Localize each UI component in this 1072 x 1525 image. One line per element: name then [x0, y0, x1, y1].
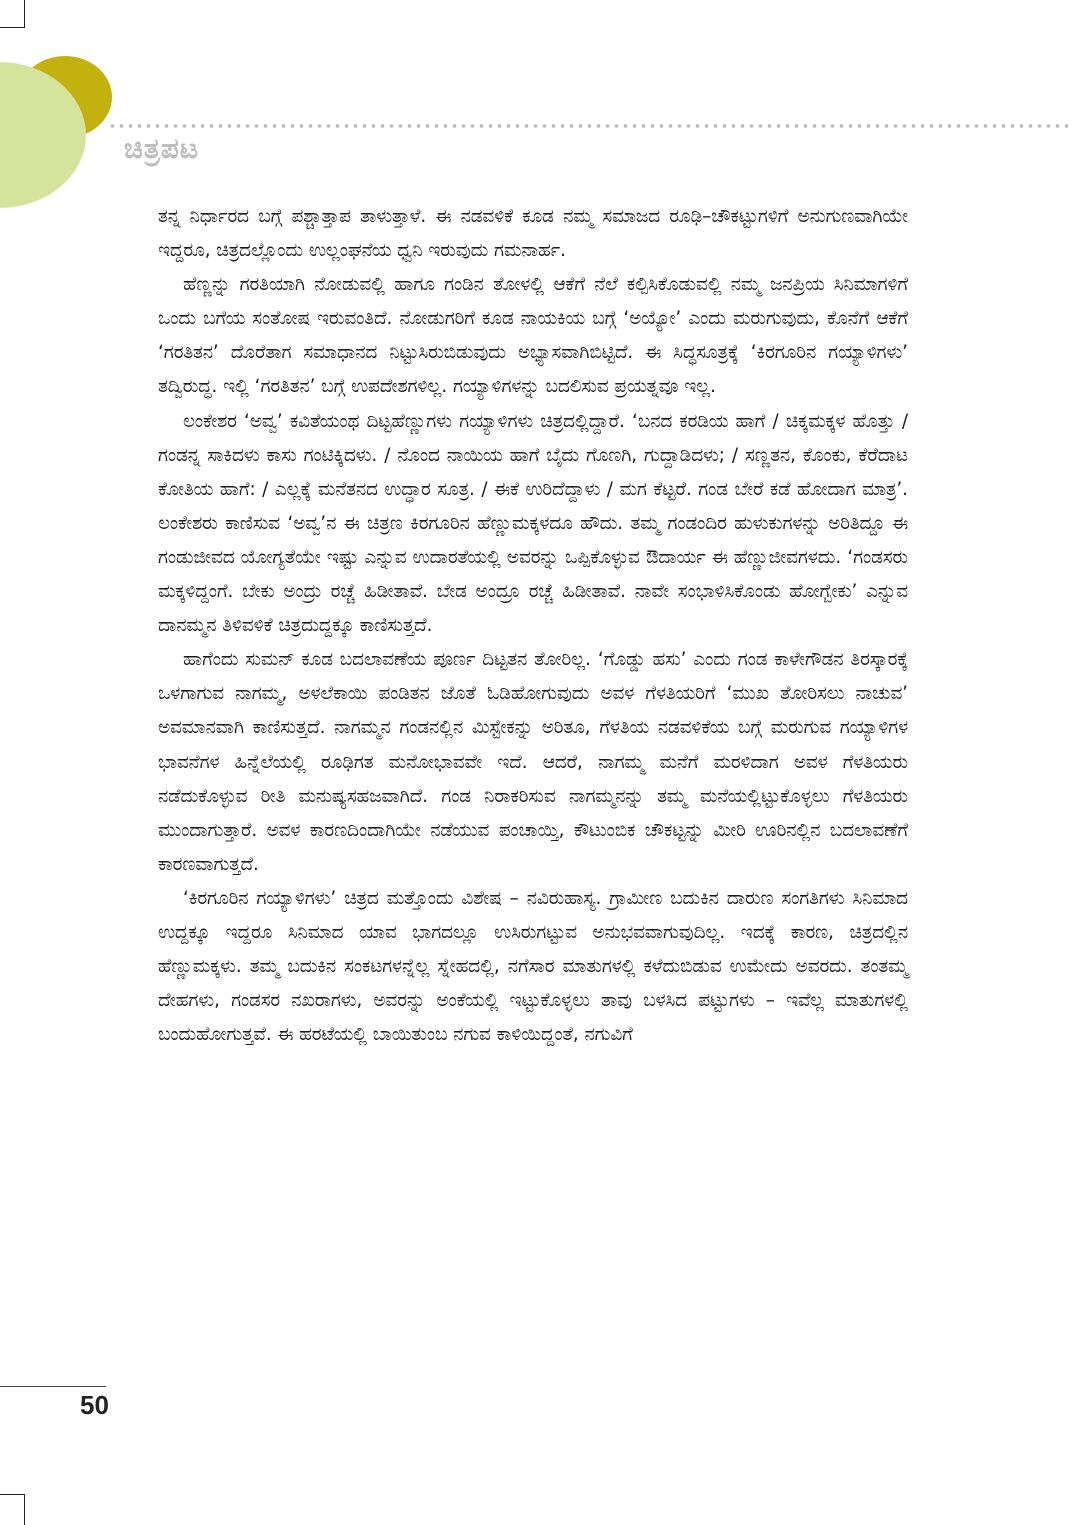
crop-mark-top-vertical [24, 0, 25, 28]
paragraph: ಹಾಗೆಂದು ಸುಮನ್ ಕೂಡ ಬದಲಾವಣೆಯ ಪೂರ್ಣ ದಿಟ್ಟತನ ತೋರಿಲ್ಲ. ‘ಗೊಡ್ಡು ಹಸು’ ಎಂದು ಗಂಡ ಕಾಳೇಗೌಡನ ತಿರಸ್ಕಾರಕ್ಕೆ ಒಳಗಾಗುವ ನಾಗಮ್ಮ, ಅಳಲೆಕಾಯಿ ಪಂಡಿತನ ಜೊತೆ ಓಡಿಹೋಗುವುದು ಅವಳ ಗೆಳತಿಯರಿಗೆ ‘ಮುಖ ತೋರಿಸಲು ನಾಚುವ’ ಅವಮಾನವಾಗಿ ಕಾಣಿಸುತ್ತದೆ. ನಾಗಮ್ಮನ ಗಂಡನಲ್ಲಿನ ಮಿಸ್ಟೇಕನ್ನು ಅರಿತೂ, ಗೆಳತಿಯ ನಡವಳಿಕೆಯ ಬಗ್ಗೆ ಮರುಗುವ ಗಯ್ಯಾಳಿಗಳ ಭಾವನೆಗಳ ಹಿನ್ನೆಲೆಯಲ್ಲಿ ರೂಢಿಗತ ಮನೋಭಾವವೇ ಇದೆ. ಆದರೆ, ನಾಗಮ್ಮ ಮನೆಗೆ ಮರಳಿದಾಗ ಅವಳ ಗೆಳತಿಯರು ನಡೆದುಕೊಳ್ಳುವ ರೀತಿ ಮನುಷ್ಯಸಹಜವಾಗಿದೆ. ಗಂಡ ನಿರಾಕರಿಸುವ ನಾಗಮ್ಮನನ್ನು ತಮ್ಮ ಮನೆಯಲ್ಲಿಟ್ಟುಕೊಳ್ಳಲು ಗೆಳತಿಯರು ಮುಂದಾಗುತ್ತಾರೆ. ಅವಳ ಕಾರಣದಿಂದಾಗಿಯೇ ನಡೆಯುವ ಪಂಚಾಯ್ತಿ, ಕೌಟುಂಬಿಕ ಚೌಕಟ್ಟನ್ನು ಮೀರಿ ಊರಿನಲ್ಲಿನ ಬದಲಾವಣೆಗೆ ಕಾರಣವಾಗುತ್ತದೆ. [158, 649, 908, 875]
page-number: 50 [80, 1390, 109, 1420]
dotted-rule [108, 123, 1072, 129]
article-body [158, 200, 908, 1052]
section-title: ಚಿತ್ರಪಟ [124, 132, 200, 165]
crop-mark-top-horizontal [0, 27, 25, 28]
crop-mark-bottom-horizontal [0, 1494, 25, 1495]
paragraph: ಹೆಣ್ಣನ್ನು ಗರತಿಯಾಗಿ ನೋಡುವಲ್ಲಿ ಹಾಗೂ ಗಂಡಿನ ತೋಳಲ್ಲಿ ಆಕೆಗೆ ನೆಲೆ ಕಲ್ಪಿಸಿಕೊಡುವಲ್ಲಿ ನಮ್ಮ ಜನಪ್ರಿಯ ಸಿನಿಮಾಗಳಿಗೆ ಒಂದು ಬಗೆಯ ಸಂತೋಷ ಇರುವಂತಿದೆ. ನೋಡುಗರಿಗೆ ಕೂಡ ನಾಯಕಿಯ ಬಗ್ಗೆ ‘ಅಯ್ಯೋ’ ಎಂದು ಮರುಗುವುದು, ಕೊನೆಗೆ ಆಕೆಗೆ ‘ಗರತಿತನ’ ದೊರೆತಾಗ ಸಮಾಧಾನದ ನಿಟ್ಟುಸಿರುಬಿಡುವುದು ಅಭ್ಯಾಸವಾಗಿಬಿಟ್ಟಿದೆ. ಈ ಸಿದ್ಧಸೂತ್ರಕ್ಕೆ ‘ಕಿರಗೂರಿನ ಗಯ್ಯಾಳಿಗಳು’ ತದ್ವಿರುದ್ಧ. ಇಲ್ಲಿ ‘ಗರತಿತನ’ ಬಗ್ಗೆ ಉಪದೇಶಗಳಿಲ್ಲ. ಗಯ್ಯಾಳಿಗಳನ್ನು ಬದಲಿಸುವ ಪ್ರಯತ್ನವೂ ಇಲ್ಲ. [158, 274, 908, 398]
paragraph: ತನ್ನ ನಿರ್ಧಾರದ ಬಗ್ಗೆ ಪಶ್ಚಾತ್ತಾಪ ತಾಳುತ್ತಾಳೆ. ಈ ನಡವಳಿಕೆ ಕೂಡ ನಮ್ಮ ಸಮಾಜದ ರೂಢಿ–ಚೌಕಟ್ಟುಗಳಿಗೆ ಅನುಗುಣವಾಗಿಯೇ ಇದ್ದರೂ, ಚಿತ್ರದಲ್ಲೊಂದು ಉಲ್ಲಂಘನೆಯ ಧ್ವನಿ ಇರುವುದು ಗಮನಾರ್ಹ. [158, 206, 908, 262]
paragraph: ‘ಕಿರಗೂರಿನ ಗಯ್ಯಾಳಿಗಳು’ ಚಿತ್ರದ ಮತ್ತೊಂದು ವಿಶೇಷ – ನವಿರುಹಾಸ್ಯ. ಗ್ರಾಮೀಣ ಬದುಕಿನ ದಾರುಣ ಸಂಗತಿಗಳು ಸಿನಿಮಾದ ಉದ್ದಕ್ಕೂ ಇದ್ದರೂ ಸಿನಿಮಾದ ಯಾವ ಭಾಗದಲ್ಲೂ ಉಸಿರುಗಟ್ಟುವ ಅನುಭವವಾಗುವುದಿಲ್ಲ. ಇದಕ್ಕೆ ಕಾರಣ, ಚಿತ್ರದಲ್ಲಿನ ಹೆಣ್ಣುಮಕ್ಕಳು. ತಮ್ಮ ಬದುಕಿನ ಸಂಕಟಗಳನ್ನೆಲ್ಲ ಸ್ನೇಹದಲ್ಲಿ, ನಗೆಸಾರ ಮಾತುಗಳಲ್ಲಿ ಕಳೆದುಬಿಡುವ ಉಮೇದು ಅವರದು. ತಂತಮ್ಮ ದೇಹಗಳು, ಗಂಡಸರ ನಖರಾಗಳು, ಅವರನ್ನು ಅಂಕೆಯಲ್ಲಿ ಇಟ್ಟುಕೊಳ್ಳಲು ತಾವು ಬಳಸಿದ ಪಟ್ಟುಗಳು – ಇವೆಲ್ಲ ಮಾತುಗಳಲ್ಲಿ ಬಂದುಹೋಗುತ್ತವೆ. ಈ ಹರಟೆಯಲ್ಲಿ ಬಾಯಿತುಂಬ ನಗುವ ಕಾಳಿಯಿದ್ದಂತೆ, ನಗುವಿಗೆ [158, 887, 908, 1046]
crop-mark-bottom-vertical [24, 1494, 25, 1525]
folio-rule [0, 1386, 106, 1387]
paragraph: ಲಂಕೇಶರ ‘ಅವ್ವ’ ಕವಿತೆಯಂಥ ದಿಟ್ಟಹೆಣ್ಣುಗಳು ಗಯ್ಯಾಳಿಗಳು ಚಿತ್ರದಲ್ಲಿದ್ದಾರೆ. ‘ಬನದ ಕರಡಿಯ ಹಾಗೆ / ಚಿಕ್ಕಮಕ್ಕಳ ಹೊತ್ತು / ಗಂಡನ್ನ ಸಾಕಿದಳು ಕಾಸು ಗಂಟಿಕ್ಕಿದಳು. / ನೊಂದ ನಾಯಿಯ ಹಾಗೆ ಬೈದು ಗೊಣಗಿ, ಗುದ್ದಾಡಿದಳು; / ಸಣ್ಣತನ, ಕೊಂಕು, ಕೆರೆದಾಟ ಕೋತಿಯ ಹಾಗೆ: / ಎಲ್ಲಕ್ಕೆ ಮನೆತನದ ಉದ್ಧಾರ ಸೂತ್ರ. / ಈಕೆ ಉರಿದೆದ್ದಾಳು / ಮಗ ಕೆಟ್ಟರೆ. ಗಂಡ ಬೇರೆ ಕಡೆ ಹೋದಾಗ ಮಾತ್ರ’. ಲಂಕೇಶರು ಕಾಣಿಸುವ ‘ಅವ್ವ’ನ ಈ ಚಿತ್ರಣ ಕಿರಗೂರಿನ ಹೆಣ್ಣುಮಕ್ಕಳದೂ ಹೌದು. ತಮ್ಮ ಗಂಡಂದಿರ ಹುಳುಕುಗಳನ್ನು ಅರಿತಿದ್ದೂ ಈ ಗಂಡುಜೀವದ ಯೋಗ್ಯತೆಯೇ ಇಷ್ಟು ಎನ್ನುವ ಉದಾರತೆಯಲ್ಲಿ ಅವರನ್ನು ಒಪ್ಪಿಕೊಳ್ಳುವ ಔದಾರ್ಯ ಈ ಹೆಣ್ಣುಜೀವಗಳದು. ‘ಗಂಡಸರು ಮಕ್ಕಳಿದ್ದಂಗೆ. ಬೇಕು ಅಂದ್ರು ರಚ್ಚೆ ಹಿಡೀತಾವೆ. ಬೇಡ ಅಂದ್ರೂ ರಚ್ಚೆ ಹಿಡೀತಾವೆ. ನಾವೇ ಸಂಭಾಳಿಸಿಕೊಂಡು ಹೋಗ್ಬೇಕು’ ಎನ್ನುವ ದಾನಮ್ಮನ ತಿಳಿವಳಿಕೆ ಚಿತ್ರದುದ್ದಕ್ಕೂ ಕಾಣಿಸುತ್ತದೆ. [158, 410, 908, 637]
